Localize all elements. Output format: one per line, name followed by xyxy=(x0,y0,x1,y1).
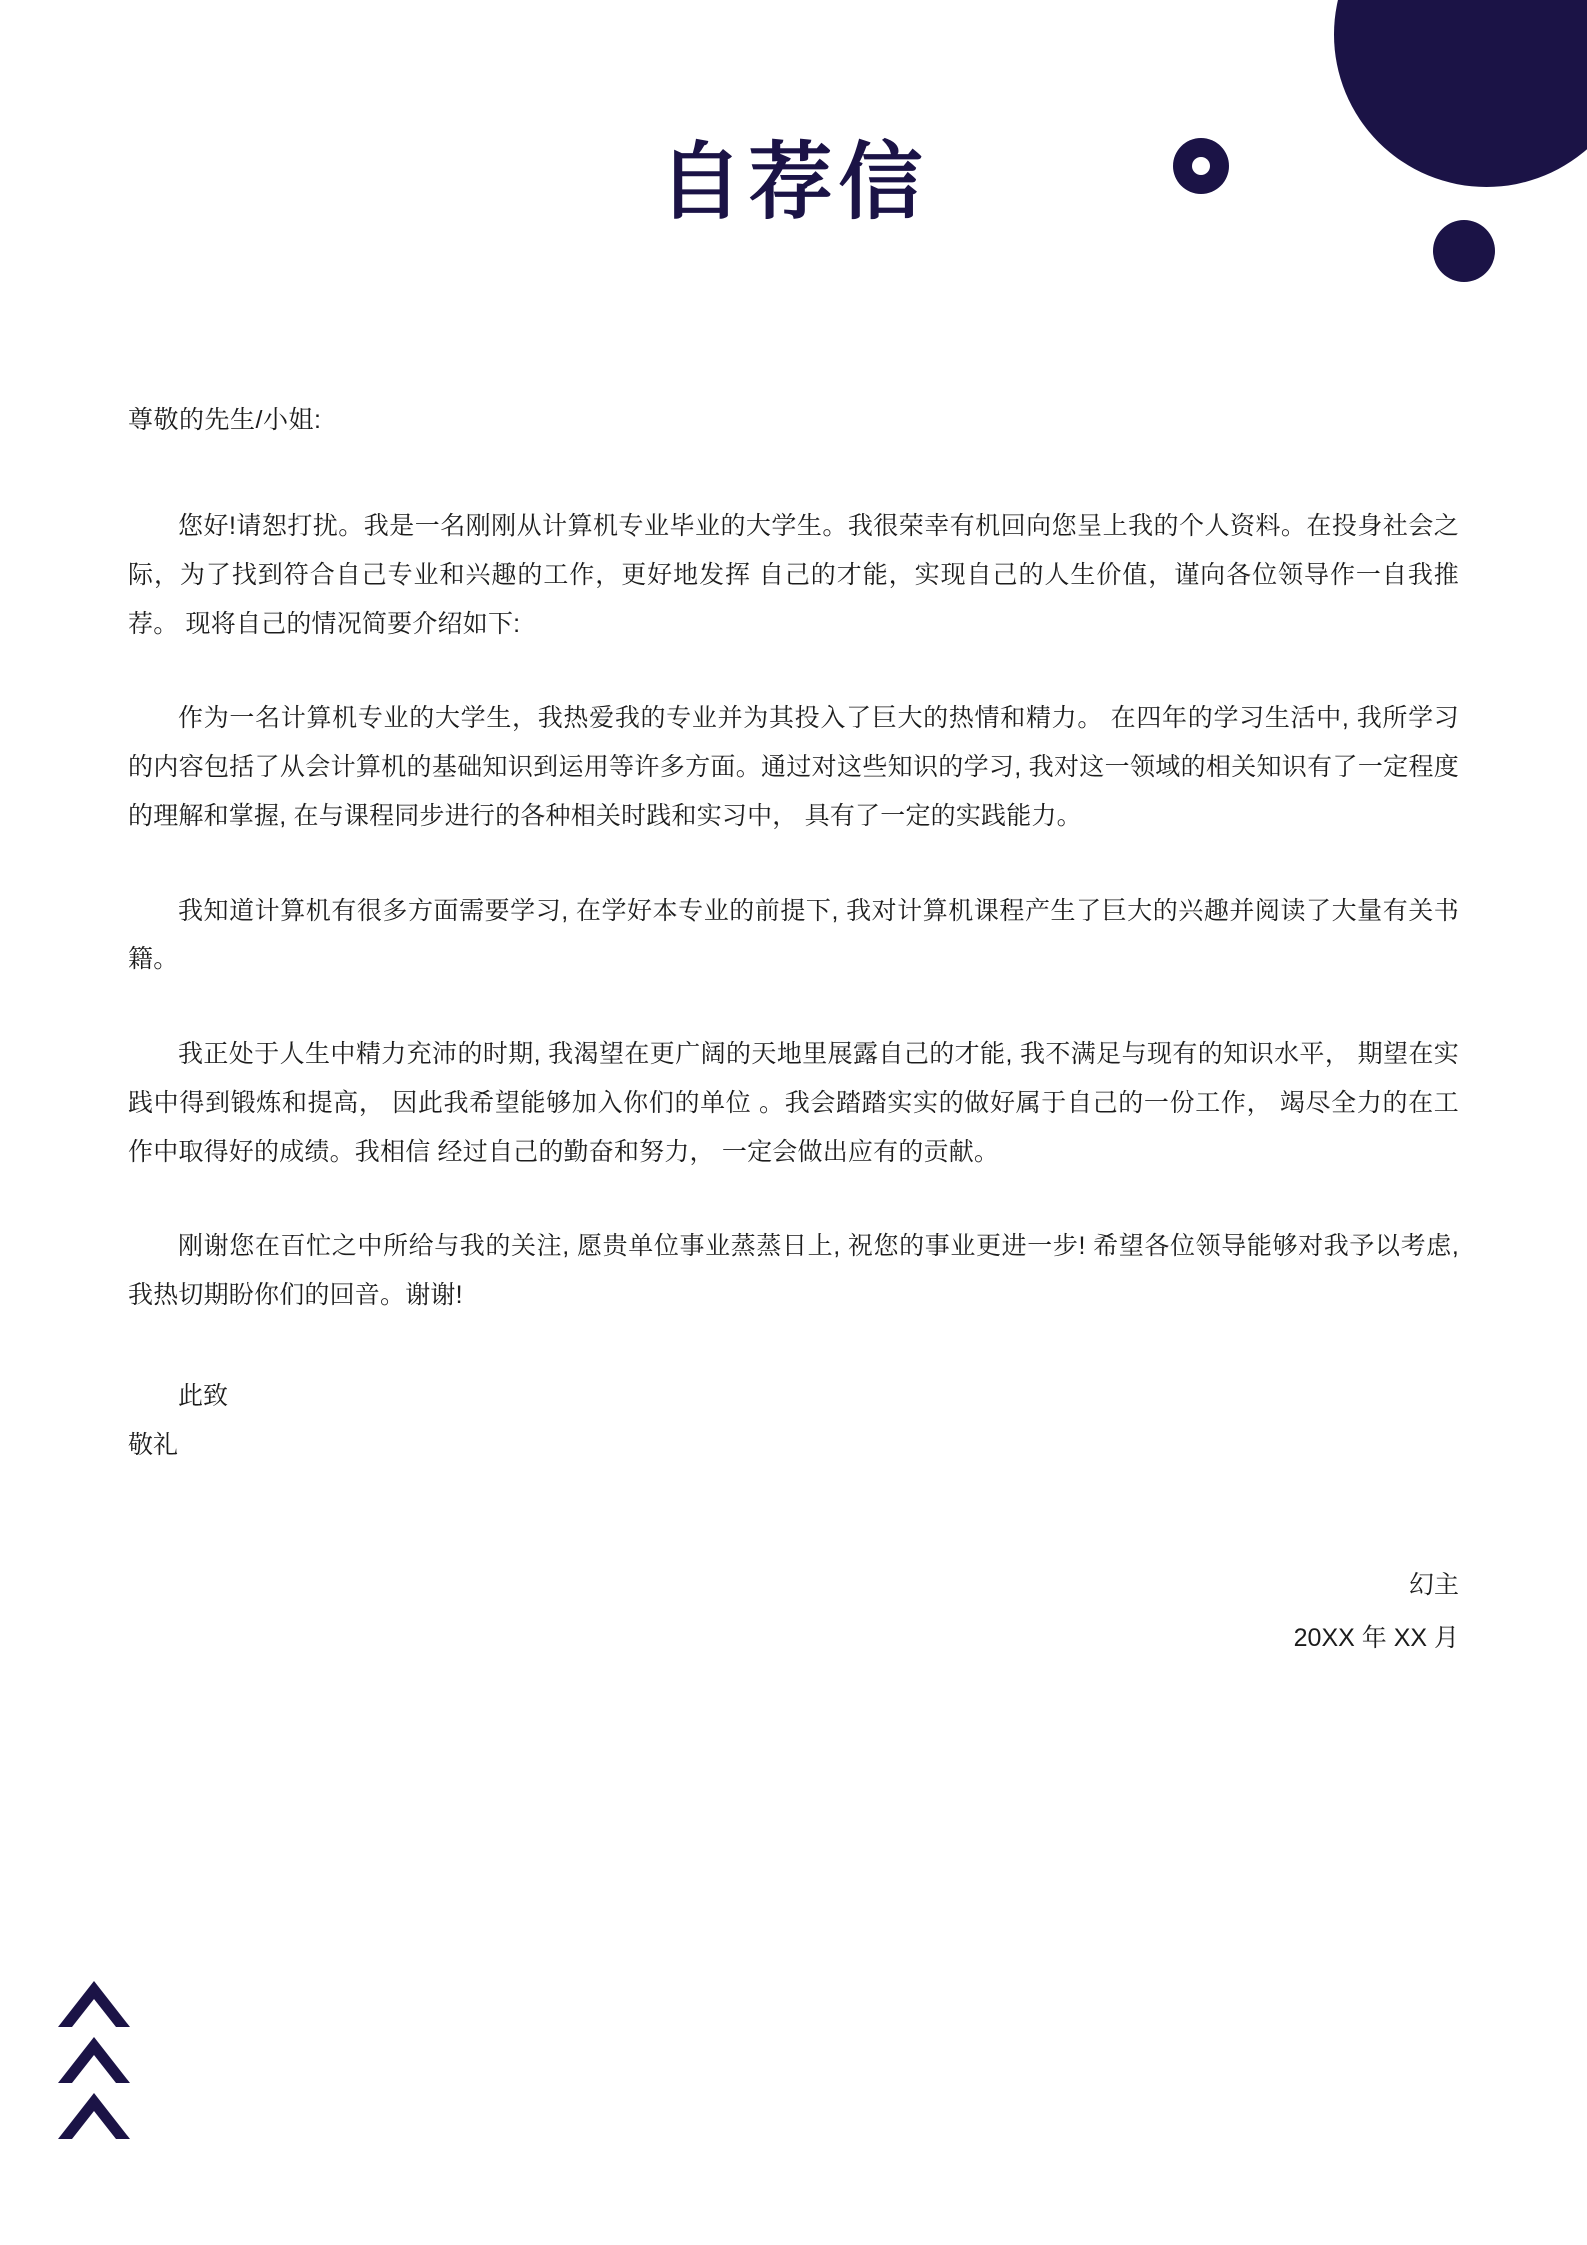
closing-line-indent: 此致 xyxy=(178,1381,229,1410)
letter-paragraph: 作为一名计算机专业的大学生，我热爱我的专业并为其投入了巨大的热情和精力。 在四年的学习生活中, 我所学习的内容包括了从会计算机的基础知识到运用等许多方面。通过对这些知识的学习, 我对这一领域的相关知识有了一定程度的理解和掌握, 在与课程同步进行的各种相关时践和实习中， 具有了一定的实践能力。 xyxy=(128,704,1459,830)
letter-paragraph: 刚谢您在百忙之中所给与我的关注, 愿贵单位事业蒸蒸日上, 祝您的事业更进一步! 希望各位领导能够对我予以考虑, 我热切期盼你们的回音。谢谢! xyxy=(128,1232,1459,1309)
decorative-small-circle-icon xyxy=(1433,220,1495,282)
letter-salutation: 尊敬的先生/小姐: xyxy=(128,406,322,434)
letter-paragraph: 我知道计算机有很多方面需要学习, 在学好本专业的前提下, 我对计算机课程产生了巨大的兴趣并阅读了大量有关书籍。 xyxy=(128,896,1459,974)
chevron-up-icon xyxy=(58,2037,130,2083)
page-title: 自荐信 xyxy=(658,135,929,229)
letter-signature xyxy=(128,1559,1459,1664)
signature-date: 20XX 年 XX 月 xyxy=(1293,1623,1459,1652)
chevron-up-icon xyxy=(58,1981,130,2027)
chevron-up-icon xyxy=(58,2093,130,2139)
letter-paragraph: 您好!请恕打扰。我是一名刚刚从计算机专业毕业的大学生。我很荣幸有机回向您呈上我的个人资料。在投身社会之际，为了找到符合自己专业和兴趣的工作，更好地发挥 自己的才能，实现自己的人生价值，谨向各位领导作一自我推荐。 现将自己的情况简要介绍如下: xyxy=(128,512,1459,638)
decorative-arrows-icon xyxy=(58,1981,148,2149)
letter-paragraph: 我正处于人生中精力充沛的时期, 我渴望在更广阔的天地里展露自己的才能, 我不满足与现有的知识水平， 期望在实践中得到锻炼和提高， 因此我希望能够加入你们的单位 。我会踏踏实实的做好属于自己的一份工作， 竭尽全力的在工作中取得好的成绩。我相信 经过自己的勤奋和努力， 一定会做出应有的贡献。 xyxy=(128,1040,1459,1166)
letter-body xyxy=(128,400,1459,1664)
letter-closing xyxy=(128,1372,1459,1470)
signature-name: 幻主 xyxy=(1408,1571,1459,1600)
closing-line-flush: 敬礼 xyxy=(128,1430,179,1459)
